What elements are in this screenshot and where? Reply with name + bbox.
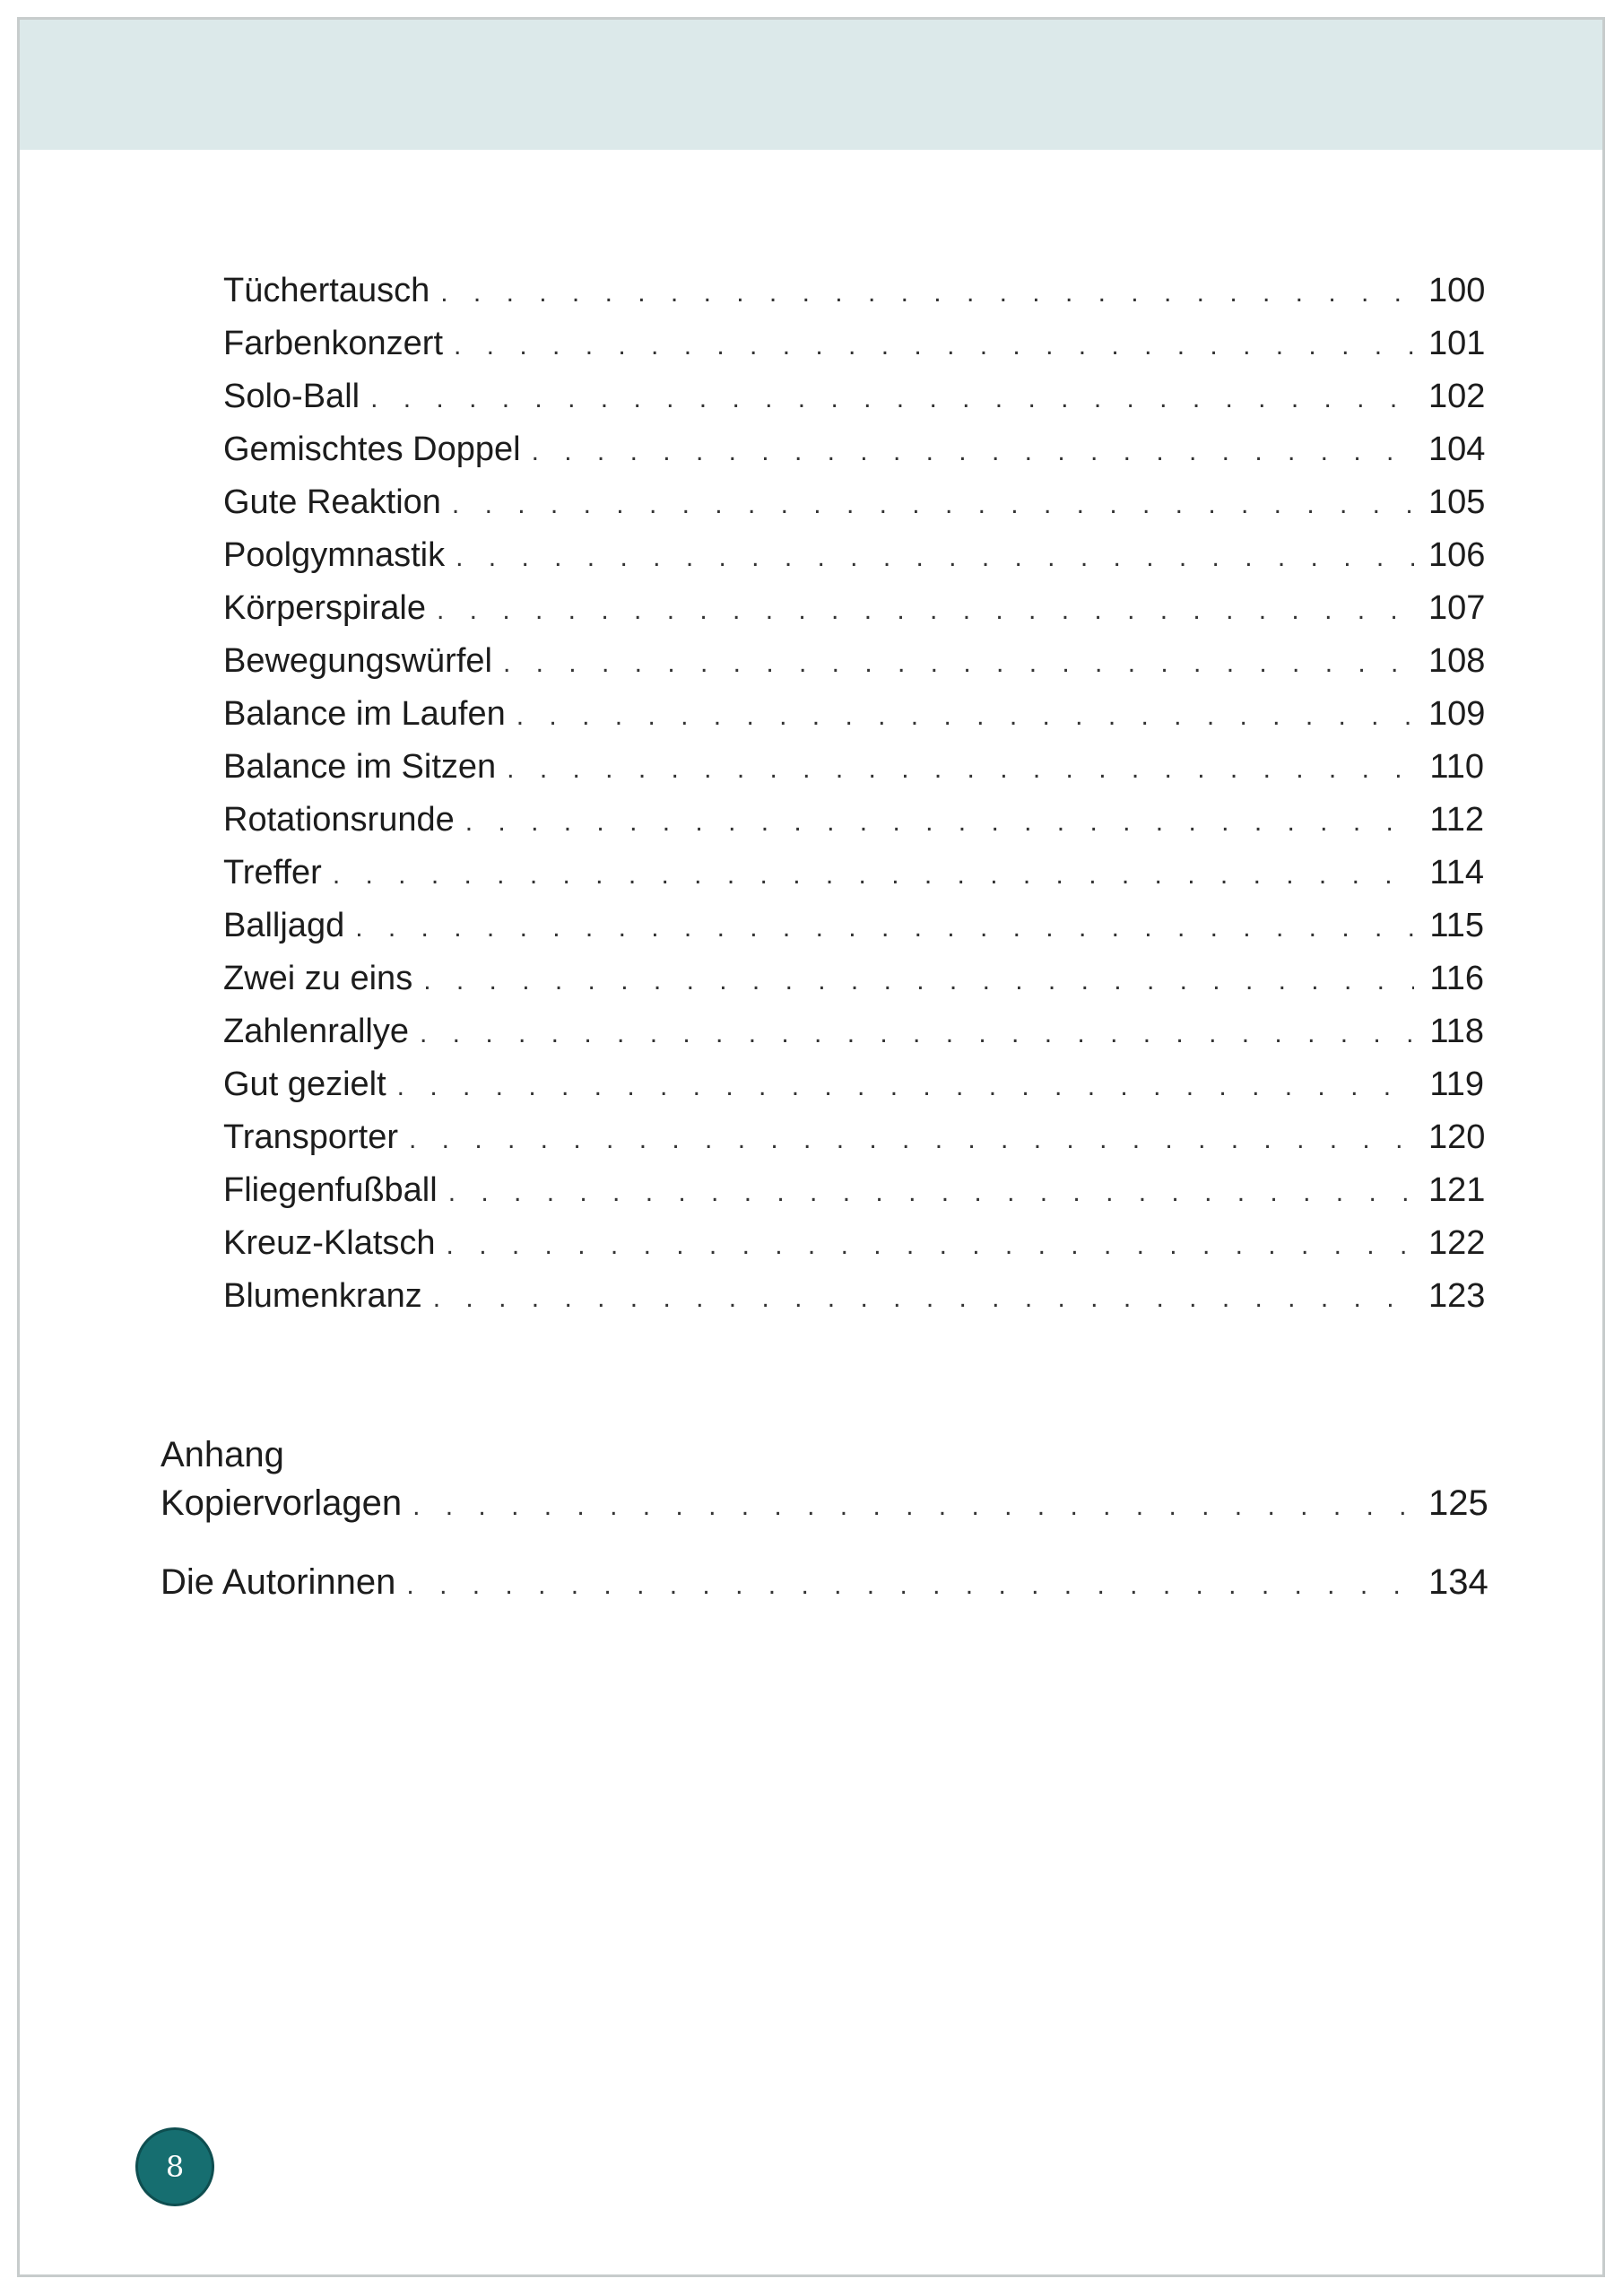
dot-leader — [448, 1171, 1414, 1214]
toc-entry-title: Fliegenfußball — [223, 1171, 438, 1209]
dot-leader — [503, 642, 1414, 685]
dot-leader — [516, 695, 1414, 738]
toc-entry — [161, 1561, 1488, 1604]
toc-entry — [223, 587, 1484, 630]
toc-entry-title: Farbenkonzert — [223, 325, 444, 362]
dot-leader — [355, 907, 1414, 950]
toc-entry-title: Treffer — [223, 854, 322, 891]
dot-leader — [370, 378, 1414, 421]
toc-entry-title: Transporter — [223, 1118, 398, 1156]
page-number-badge — [135, 2127, 214, 2206]
toc-entry-title: Bewegungswürfel — [223, 642, 492, 680]
toc-entry-page: 121 — [1428, 1171, 1486, 1209]
toc-entry — [223, 1010, 1484, 1053]
toc-entry — [223, 269, 1484, 312]
toc-entry-page: 110 — [1429, 748, 1484, 786]
appendix-heading: Anhang — [161, 1435, 284, 1474]
toc-entry — [223, 692, 1484, 735]
toc-entry-title: Zwei zu eins — [223, 960, 413, 997]
dot-leader — [465, 801, 1414, 844]
toc-entry-page: 102 — [1428, 378, 1486, 415]
toc-entry — [223, 745, 1484, 788]
toc-entry-title: Solo-Ball — [223, 378, 360, 415]
toc-entry-page: 104 — [1428, 430, 1486, 468]
dot-leader — [447, 1224, 1414, 1267]
toc-entry — [223, 322, 1484, 365]
toc-entry — [223, 428, 1484, 471]
toc-entry-page: 106 — [1428, 536, 1486, 574]
dot-leader — [440, 272, 1414, 315]
toc-entry-page: 107 — [1428, 589, 1486, 627]
toc-entry — [223, 1063, 1484, 1106]
toc-entry-page: 116 — [1429, 960, 1484, 997]
toc-entry-page: 108 — [1428, 642, 1486, 680]
toc-entry-page: 123 — [1428, 1277, 1486, 1315]
toc-entry-page: 125 — [1428, 1483, 1488, 1523]
toc-entry — [223, 851, 1484, 894]
dot-leader — [423, 960, 1414, 1003]
toc-entry-title: Körperspirale — [223, 589, 426, 627]
toc-entry-title: Gemischtes Doppel — [223, 430, 521, 468]
toc-entry-page: 112 — [1429, 801, 1484, 839]
toc-entry-title: Zahlenrallye — [223, 1013, 409, 1050]
toc-entry-page: 109 — [1428, 695, 1486, 733]
dot-leader — [406, 1564, 1414, 1607]
dot-leader — [532, 430, 1414, 474]
page-number: 8 — [165, 2150, 185, 2184]
toc-entry — [223, 904, 1484, 947]
toc-entry-title: Kreuz-Klatsch — [223, 1224, 436, 1262]
toc-entry — [223, 1116, 1484, 1159]
dot-leader — [452, 483, 1414, 526]
toc-entry — [223, 534, 1484, 577]
toc-entry-page: 115 — [1429, 907, 1484, 944]
dot-leader — [420, 1013, 1414, 1056]
toc-entry-title: Balance im Sitzen — [223, 748, 497, 786]
table-of-contents — [20, 20, 1602, 2274]
toc-entry-page: 118 — [1429, 1013, 1484, 1050]
dot-leader — [454, 325, 1414, 368]
toc-entry-title: Blumenkranz — [223, 1277, 422, 1315]
toc-entry-title: Gute Reaktion — [223, 483, 441, 521]
toc-entry-title: Tüchertausch — [223, 272, 430, 309]
toc-entry-page: 120 — [1428, 1118, 1486, 1156]
toc-entry — [223, 375, 1484, 418]
toc-entry — [223, 1274, 1484, 1318]
dot-leader — [397, 1065, 1414, 1109]
dot-leader — [456, 536, 1414, 579]
toc-entry — [223, 798, 1484, 841]
toc-entry — [223, 1169, 1484, 1212]
dot-leader — [412, 1485, 1414, 1528]
toc-entry — [161, 1482, 1488, 1525]
toc-entry-page: 114 — [1429, 854, 1484, 891]
toc-entry — [223, 1222, 1484, 1265]
toc-entry-title: Rotationsrunde — [223, 801, 455, 839]
toc-entry-page: 119 — [1429, 1065, 1484, 1103]
dot-leader — [507, 748, 1414, 791]
toc-entry — [223, 481, 1484, 524]
dot-leader — [409, 1118, 1414, 1161]
dot-leader — [433, 1277, 1414, 1320]
toc-entry-title: Kopiervorlagen — [161, 1483, 403, 1523]
toc-entry-page: 122 — [1428, 1224, 1486, 1262]
toc-entry-title: Balance im Laufen — [223, 695, 506, 733]
toc-entry-page: 134 — [1428, 1562, 1488, 1602]
page-frame — [17, 17, 1605, 2277]
dot-leader — [437, 589, 1414, 632]
toc-entry-page: 105 — [1428, 483, 1486, 521]
dot-leader — [333, 854, 1414, 897]
toc-entry-title: Poolgymnastik — [223, 536, 446, 574]
toc-entry-title: Balljagd — [223, 907, 345, 944]
toc-entry-title: Gut gezielt — [223, 1065, 386, 1103]
toc-entry-page: 100 — [1428, 272, 1486, 309]
toc-entry-page: 101 — [1428, 325, 1486, 362]
toc-entry — [223, 957, 1484, 1000]
toc-entry-title: Die Autorinnen — [161, 1562, 396, 1602]
toc-entry — [223, 639, 1484, 683]
